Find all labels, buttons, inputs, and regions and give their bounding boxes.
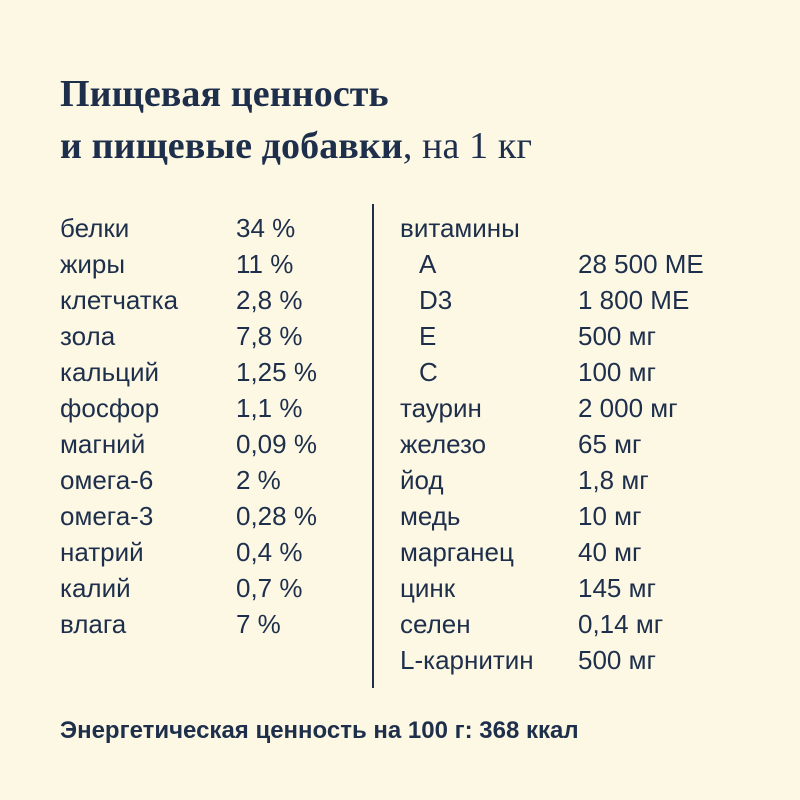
table-row — [400, 606, 760, 642]
table-row — [400, 282, 760, 318]
nutrient-value: 1,1 % — [236, 393, 303, 423]
vitamin-name: A — [419, 249, 437, 279]
nutrient-value: 0,09 % — [236, 429, 317, 459]
nutrient-name: магний — [60, 429, 146, 459]
additive-value: 145 мг — [578, 573, 656, 603]
additive-name: марганец — [400, 537, 514, 567]
nutrient-name: белки — [60, 213, 130, 243]
vitamin-value: 1 800 МЕ — [578, 285, 690, 315]
nutrient-name: омега-6 — [60, 465, 154, 495]
additive-name: цинк — [400, 573, 456, 603]
nutrients-table — [60, 210, 360, 642]
nutrient-name: омега-3 — [60, 501, 154, 531]
table-row — [60, 210, 360, 246]
table-row — [400, 318, 760, 354]
table-row — [400, 570, 760, 606]
table-row — [400, 498, 760, 534]
nutrient-value: 0,28 % — [236, 501, 317, 531]
table-row — [60, 498, 360, 534]
nutrient-value: 7 % — [236, 609, 281, 639]
nutrient-name: калий — [60, 573, 131, 603]
title-line-2 — [60, 120, 760, 172]
table-row — [60, 606, 360, 642]
additive-value: 0,14 мг — [578, 609, 664, 639]
additive-name: железо — [400, 429, 487, 459]
nutrient-name: кальций — [60, 357, 160, 387]
vitamin-value: 28 500 МЕ — [578, 249, 704, 279]
additive-name: L-карнитин — [400, 645, 534, 675]
table-row — [60, 246, 360, 282]
vitamin-value: 500 мг — [578, 321, 656, 351]
nutrient-value: 2 % — [236, 465, 281, 495]
title-line-2-suffix: , на 1 кг — [402, 125, 533, 167]
vitamins-heading-row — [400, 210, 760, 246]
table-row — [60, 426, 360, 462]
table-row — [60, 570, 360, 606]
vitamins-heading: витамины — [400, 213, 520, 243]
additive-value: 65 мг — [578, 429, 642, 459]
nutrient-value: 11 % — [236, 249, 294, 279]
table-row — [400, 642, 760, 678]
nutrient-value: 0,7 % — [236, 573, 303, 603]
table-row — [400, 462, 760, 498]
vitamin-value: 100 мг — [578, 357, 656, 387]
nutrient-value: 34 % — [236, 213, 296, 243]
nutrient-name: влага — [60, 609, 127, 639]
nutrient-name: натрий — [60, 537, 144, 567]
title-line-1: Пищевая ценность — [60, 73, 389, 115]
nutrient-name: фосфор — [60, 393, 160, 423]
table-row — [60, 354, 360, 390]
table-row — [60, 462, 360, 498]
table-row — [400, 426, 760, 462]
nutrient-name: клетчатка — [60, 285, 179, 315]
additive-name: йод — [400, 465, 444, 495]
table-row — [60, 390, 360, 426]
additives-table — [400, 210, 760, 678]
table-row — [400, 354, 760, 390]
additive-name: медь — [400, 501, 461, 531]
nutrient-value: 2,8 % — [236, 285, 303, 315]
additive-value: 500 мг — [578, 645, 656, 675]
table-row — [400, 246, 760, 282]
additive-value: 10 мг — [578, 501, 642, 531]
vitamin-name: E — [419, 321, 437, 351]
additive-name: таурин — [400, 393, 482, 423]
table-row — [60, 282, 360, 318]
vitamin-name: D3 — [419, 285, 453, 315]
additive-value: 1,8 мг — [578, 465, 649, 495]
energy-value: Энергетическая ценность на 100 г: 368 ккал — [60, 717, 579, 744]
nutrient-name: жиры — [60, 249, 126, 279]
column-divider — [372, 204, 374, 688]
additive-value: 40 мг — [578, 537, 642, 567]
nutrient-value: 0,4 % — [236, 537, 303, 567]
nutrient-value: 7,8 % — [236, 321, 303, 351]
vitamin-name: C — [419, 357, 438, 387]
title-line-2-main: и пищевые добавки — [60, 125, 403, 167]
table-row — [60, 318, 360, 354]
page-title — [60, 68, 760, 172]
table-row — [60, 534, 360, 570]
nutrient-value: 1,25 % — [236, 357, 317, 387]
additive-name: селен — [400, 609, 471, 639]
nutrient-name: зола — [60, 321, 116, 351]
table-row — [400, 390, 760, 426]
additive-value: 2 000 мг — [578, 393, 678, 423]
table-row — [400, 534, 760, 570]
